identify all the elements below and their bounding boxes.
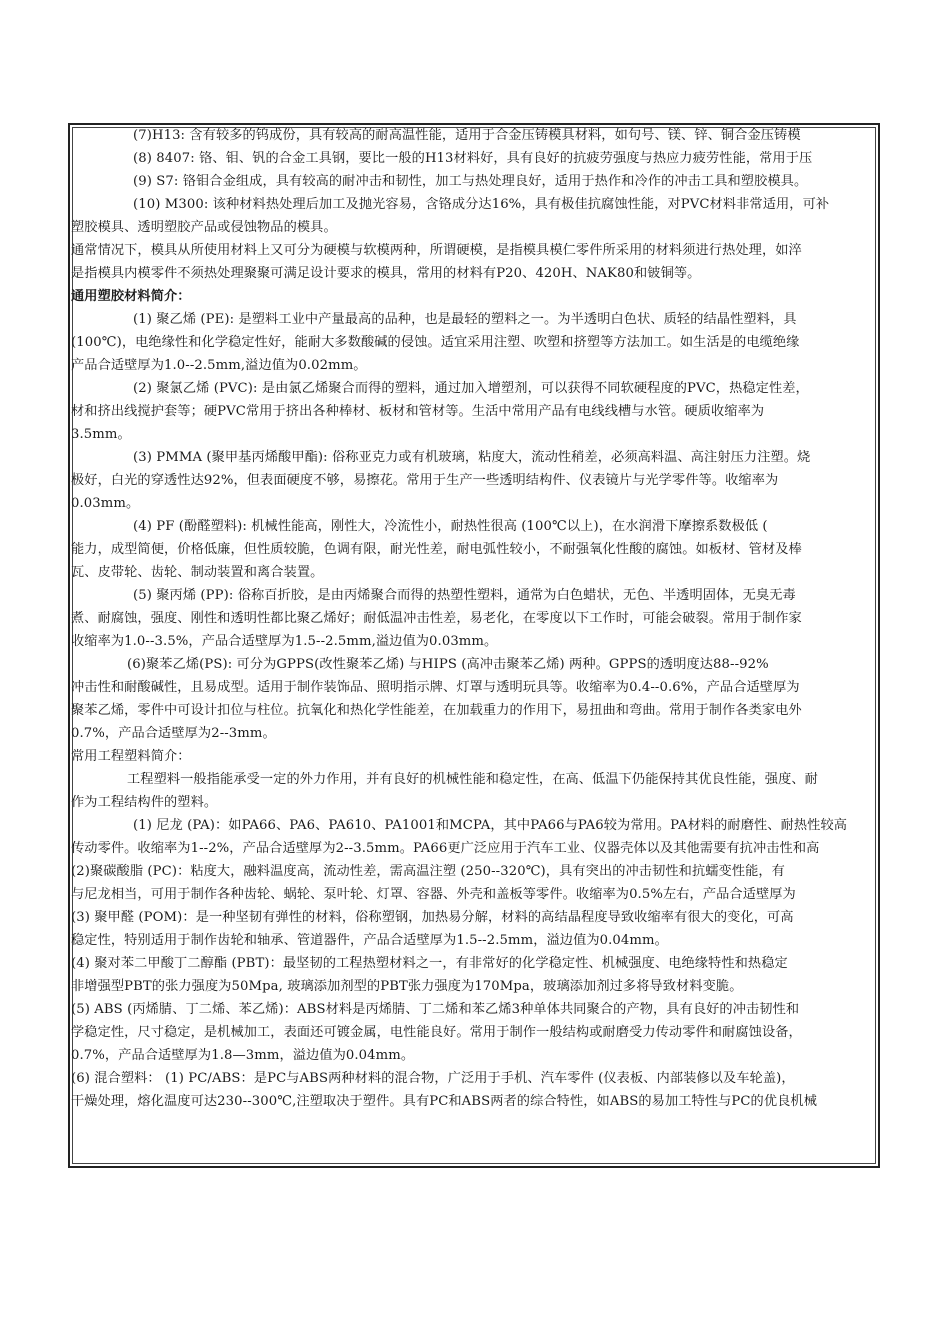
paragraph-line: 0.7%，产品合适壁厚为1.8—3mm，溢边值为0.04mm。: [71, 1048, 415, 1063]
paragraph-line: 传动零件。收缩率为1--2%，产品合适壁厚为2--3.5mm。PA66更广泛应用于汽车工业、仪器壳体以及其他需要有抗冲击性和高: [71, 841, 820, 856]
paragraph-line: 干燥处理，熔化温度可达230--300℃,注塑取决于塑件。具有PC和ABS两者的综合特性，如ABS的易加工特性与PC的优良机械: [71, 1094, 817, 1109]
document-body: [71, 126, 950, 1168]
paragraph-line: 学稳定性，尺寸稳定，是机械加工，表面还可镀金属，电性能良好。常用于制作一般结构或耐磨受力传动零件和耐腐蚀设备，: [71, 1025, 802, 1040]
section-heading: 常用工程塑料简介：: [71, 749, 191, 764]
paragraph-line: (9) S7: 铬钼合金组成，具有较高的耐冲击和韧性，加工与热处理良好，适用于热作和冷作的冲击工具和塑胶模具。: [133, 174, 808, 189]
paragraph-line: 工程塑料一般指能承受一定的外力作用，并有良好的机械性能和稳定性，在高、低温下仍能保持其优良性能，强度、耐: [127, 772, 818, 787]
paragraph-line: 材和挤出线搅护套等；硬PVC常用于挤出各种棒材、板材和管材等。生活中常用产品有电线线槽与水管。硬质收缩率为: [71, 404, 765, 419]
paragraph-line: 产品合适壁厚为1.0--2.5mm,溢边值为0.02mm。: [71, 358, 367, 373]
paragraph-line: 聚苯乙烯，零件中可设计扣位与柱位。抗氧化和热化学性能差，在加载重力的作用下，易扭曲和弯曲。常用于制作各类家电外: [71, 703, 802, 718]
paragraph-line: 0.03mm。: [71, 496, 140, 511]
paragraph-line: 稳定性，特别适用于制作齿轮和轴承、管道器件，产品合适壁厚为1.5--2.5mm，溢边值为0.04mm。: [71, 933, 668, 948]
paragraph-line: (2) 聚氯乙烯 (PVC): 是由氯乙烯聚合而得的塑料，通过加入增塑剂，可以获得不同软硬程度的PVC，热稳定性差，: [133, 381, 809, 396]
paragraph-line: (8) 8407: 铬、钼、钒的合金工具钢，要比一般的H13材料好，具有良好的抗疲劳强度与热应力疲劳性能，常用于压: [133, 151, 813, 166]
paragraph-line: 能力，成型简便，价格低廉，但性质较脆，色调有限，耐光性差，耐电弧性较小，不耐强氧化性酸的腐蚀。如板材、管材及棒: [71, 542, 802, 557]
paragraph-line: 作为工程结构件的塑料。: [71, 795, 218, 810]
paragraph-line: (5) 聚丙烯 (PP): 俗称百折胶，是由丙烯聚合而得的热塑性塑料，通常为白色蜡状，无色、半透明固体，无臭无毒: [133, 588, 796, 603]
paragraph-line: 瓦、皮带轮、齿轮、制动装置和离合装置。: [71, 565, 324, 580]
paragraph-line: 收缩率为1.0--3.5%，产品合适壁厚为1.5--2.5mm,溢边值为0.03mm。: [71, 634, 498, 649]
paragraph-line: 通常情况下，模具从所使用材料上又可分为硬模与软模两种，所谓硬模，是指模具模仁零件所采用的材料须进行热处理，如淬: [71, 243, 802, 258]
paragraph-line: (1) 聚乙烯 (PE): 是塑料工业中产量最高的品种，也是最轻的塑料之一。为半透明白色状、质轻的结晶性塑料，具: [133, 312, 797, 327]
paragraph-line: 与尼龙相当，可用于制作各种齿轮、蜗轮、泵叶轮、灯罩、容器、外壳和盖板等零件。收缩率为0.5%左右，产品合适壁厚为: [71, 887, 796, 902]
paragraph-line: (3) PMMA (聚甲基丙烯酸甲酯): 俗称亚克力或有机玻璃，粘度大，流动性稍差，必须高料温、高注射压力注塑。烧: [133, 450, 811, 465]
paragraph-line: (6) 混合塑料： (1) PC/ABS：是PC与ABS两种材料的混合物，广泛用于手机、汽车零件 (仪表板、内部装修以及车轮盖)，: [71, 1071, 795, 1086]
paragraph-line: (4) PF (酚醛塑料): 机械性能高，刚性大，冷流性小，耐热性很高 (100℃以上)，在水润滑下摩擦系数极低 (: [133, 519, 768, 534]
paragraph-line: 非增强型PBT的张力强度为50Mpa, 玻璃添加剂型的PBT张力强度为170Mpa，玻璃添加剂过多将导致材料变脆。: [71, 979, 743, 994]
paragraph-line: 0.7%，产品合适壁厚为2--3mm。: [71, 726, 276, 741]
paragraph-line: 极好，白光的穿透性达92%，但表面硬度不够，易擦花。常用于生产一些透明结构件、仪表镜片与光学零件等。收缩率为: [71, 473, 779, 488]
paragraph-line: (7)H13: 含有较多的钨成份，具有较高的耐高温性能，适用于合金压铸模具材料，如句号、镁、锌、铜合金压铸模: [133, 128, 801, 143]
paragraph-line: (6)聚苯乙烯(PS): 可分为GPPS(改性聚苯乙烯) 与HIPS (高冲击聚苯乙烯) 两种。GPPS的透明度达88--92%: [127, 657, 769, 672]
paragraph-line: 塑胶模具、透明塑胶产品或侵蚀物品的模具。: [71, 220, 337, 235]
paragraph-line: 煮、耐腐蚀，强度、刚性和透明性都比聚乙烯好；耐低温冲击性差，易老化，在零度以下工作时，可能会破裂。常用于制作家: [71, 611, 802, 626]
paragraph-line: (5) ABS (丙烯腈、丁二烯、苯乙烯)：ABS材料是丙烯腈、丁二烯和苯乙烯3种单体共同聚合的产物，具有良好的冲击韧性和: [71, 1002, 800, 1017]
paragraph-line: 3.5mm。: [71, 427, 131, 442]
paragraph-line: 冲击性和耐酸碱性，且易成型。适用于制作装饰品、照明指示牌、灯罩与透明玩具等。收缩率为0.4--0.6%，产品合适壁厚为: [71, 680, 800, 695]
paragraph-line: 是指模具内模零件不须热处理聚聚可满足设计要求的模具，常用的材料有P20、420H、NAK80和铍铜等。: [71, 266, 701, 281]
paragraph-line: (100℃)，电绝缘性和化学稳定性好，能耐大多数酸碱的侵蚀。适宜采用注塑、吹塑和挤塑等方法加工。如生活是的电缆绝缘: [71, 335, 800, 350]
paragraph-line: (10) M300: 该种材料热处理后加工及抛光容易，含铬成分达16%，具有极佳抗腐蚀性能，对PVC材料非常适用，可补: [133, 197, 830, 212]
paragraph-line: (3) 聚甲醛 (POM)：是一种坚韧有弹性的材料，俗称塑钢，加热易分解，材料的高结晶程度导致收缩率有很大的变化，可高: [71, 910, 794, 925]
paragraph-line: (4) 聚对苯二甲酸丁二醇酯 (PBT)：最坚韧的工程热塑材料之一，有非常好的化学稳定性、机械强度、电绝缘特性和热稳定: [71, 956, 788, 971]
paragraph-line: (1) 尼龙 (PA)：如PA66、PA6、PA610、PA1001和MCPA，其中PA66与PA6较为常用。PA材料的耐磨性、耐热性较高: [133, 818, 848, 833]
section-heading: 通用塑胶材料简介：: [71, 289, 191, 304]
paragraph-line: (2)聚碳酸脂 (PC)：粘度大，融料温度高，流动性差，需高温注塑 (250--320℃)，具有突出的冲击韧性和抗蠕变性能，有: [71, 864, 785, 879]
